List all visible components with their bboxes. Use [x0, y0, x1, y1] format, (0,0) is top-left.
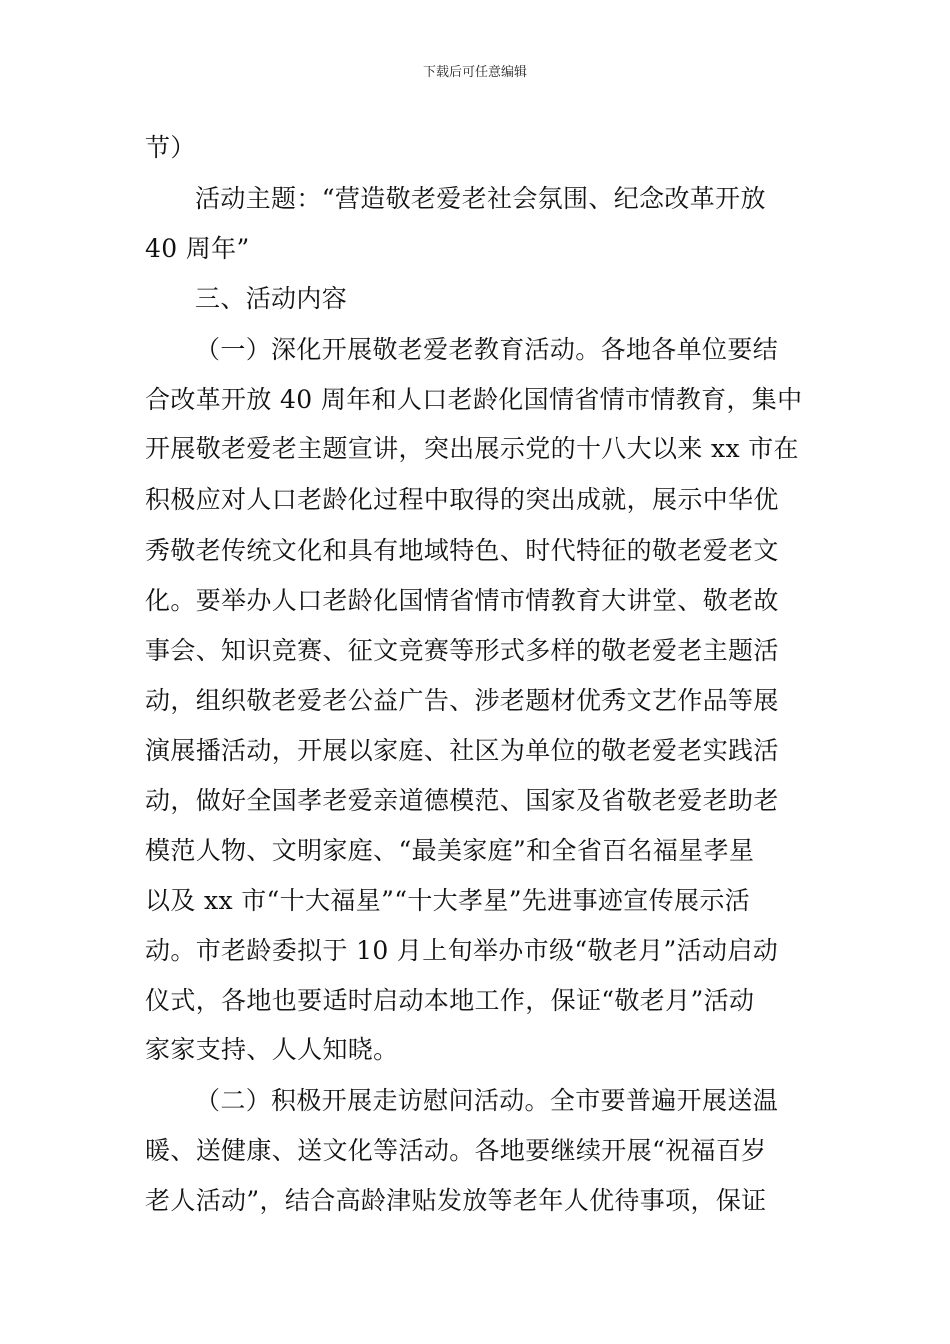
text-line: 节）	[145, 133, 196, 162]
activity-theme-line: 活动主题：“营造敬老爱老社会氛围、纪念改革开放	[195, 184, 766, 213]
text-line: 40 周年”	[145, 234, 250, 263]
text-line: 模范人物、文明家庭、“最美家庭”和全省百名福星孝星	[145, 836, 755, 865]
text-line: 合改革开放 40 周年和人口老龄化国情省情市情教育，集中	[145, 385, 803, 414]
text-line: 动。市老龄委拟于 10 月上旬举办市级“敬老月”活动启动	[145, 936, 779, 965]
text-line: 化。要举办人口老龄化国情省情市情教育大讲堂、敬老故	[145, 586, 779, 615]
page-header-note: 下载后可任意编辑	[422, 65, 527, 80]
paragraph-one-start: （一）深化开展敬老爱老教育活动。各地各单位要结	[195, 335, 779, 364]
text-line: 演展播活动，开展以家庭、社区为单位的敬老爱老实践活	[145, 736, 779, 765]
paragraph-two-start: （二）积极开展走访慰问活动。全市要普遍开展送温	[195, 1086, 779, 1115]
text-line: 老人活动”，结合高龄津贴发放等老年人优待事项，保证	[145, 1186, 767, 1215]
text-line: 事会、知识竞赛、征文竞赛等形式多样的敬老爱老主题活	[145, 636, 779, 665]
text-line: 开展敬老爱老主题宣讲，突出展示党的十八大以来 xx 市在	[145, 434, 799, 463]
text-line: 秀敬老传统文化和具有地域特色、时代特征的敬老爱老文	[145, 536, 779, 565]
text-line: 暖、送健康、送文化等活动。各地要继续开展“祝福百岁	[145, 1136, 767, 1165]
text-line: 以及 xx 市“十大福星”“十大孝星”先进事迹宣传展示活	[145, 886, 751, 915]
text-line: 动，做好全国孝老爱亲道德模范、国家及省敬老爱老助老	[145, 786, 779, 815]
text-line: 仪式，各地也要适时启动本地工作，保证“敬老月”活动	[145, 986, 755, 1015]
text-line: 家家支持、人人知晓。	[145, 1035, 399, 1064]
text-line: 动，组织敬老爱老公益广告、涉老题材优秀文艺作品等展	[145, 686, 779, 715]
text-line: 积极应对人口老龄化过程中取得的突出成就，展示中华优	[145, 485, 779, 514]
section-heading: 三、活动内容	[195, 284, 348, 313]
